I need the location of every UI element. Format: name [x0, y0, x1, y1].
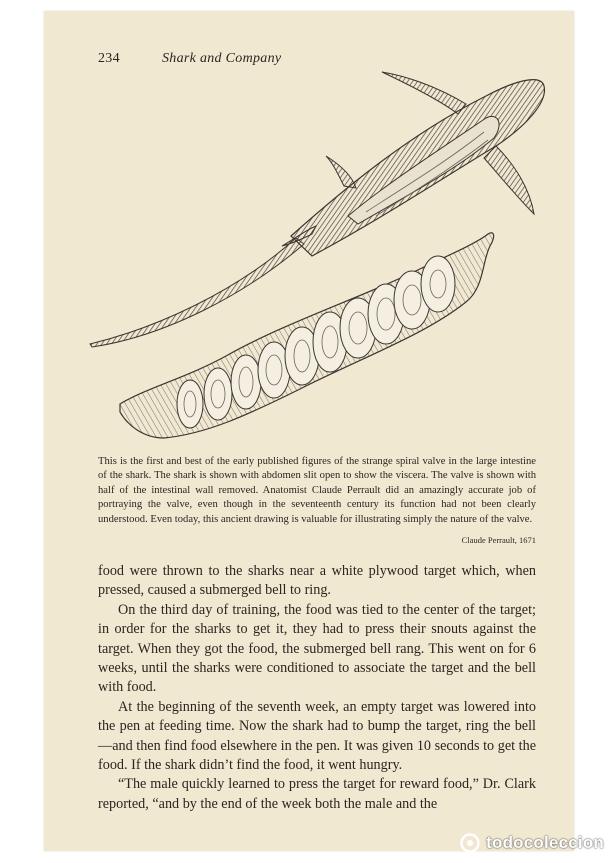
body-paragraph: “The male quickly learned to press the target for reward food,” Dr. Clark reported, “and by the end of the week both the male and the — [98, 776, 536, 812]
watermark-text: todocoleccion — [486, 833, 604, 852]
body-paragraph: On the third day of training, the food was tied to the center of the target; in order for the sharks to get it, they had to press their snouts against the target. When they got the food, the submerged bell rang. This went on for 6 weeks, until the sharks were conditioned to associate the target and the bell with food. — [98, 601, 536, 696]
shark-fin-lower — [484, 146, 534, 214]
caption-line: in the seventeenth century its function had not been clearly understood. Even today, — [98, 499, 537, 525]
caption-line: this ancient drawing is valuable for illustrating simply the nature of the valve. — [202, 513, 533, 525]
caption-line: the viscera. The valve is shown with half of the intestinal wall removed. Anatomist — [98, 470, 537, 496]
caption-line: This is the first and best of the early published figures of the strange spiral valve in — [98, 456, 457, 467]
page-number: 234 — [98, 51, 120, 66]
body-paragraph: food were thrown to the sharks near a white plywood target which, when pressed, caused a submerged bell to ring. — [98, 563, 536, 599]
running-title: Shark and Company — [162, 51, 282, 66]
caption-line: the large intestine of the shark. The shark is shown with abdomen slit open to show — [98, 456, 536, 482]
shark-tail — [90, 238, 304, 347]
body-paragraph: At the beginning of the seventh week, an empty target was lowered into the pen at feeding time. Now the shark had to bump the target, ring the bell—and then find food elsewhere in the pen. It was given 10 seconds to get the food. If the shark didn’t find the food, it went hungry. — [98, 698, 536, 774]
watermark — [460, 832, 604, 854]
todocoleccion-logo-icon — [460, 833, 480, 853]
spiral-valve-figure — [120, 233, 494, 438]
shark-figure — [90, 72, 544, 347]
shark-spiral-valve-illustration — [86, 66, 558, 450]
body-text — [98, 562, 536, 814]
shark-fin-upper — [382, 72, 466, 114]
figure-credit: Claude Perrault, 1671 — [461, 535, 536, 545]
caption-line: Claude Perrault did an amazingly accurate job of portraying the valve, even though — [98, 484, 536, 511]
figure-caption — [98, 455, 536, 527]
